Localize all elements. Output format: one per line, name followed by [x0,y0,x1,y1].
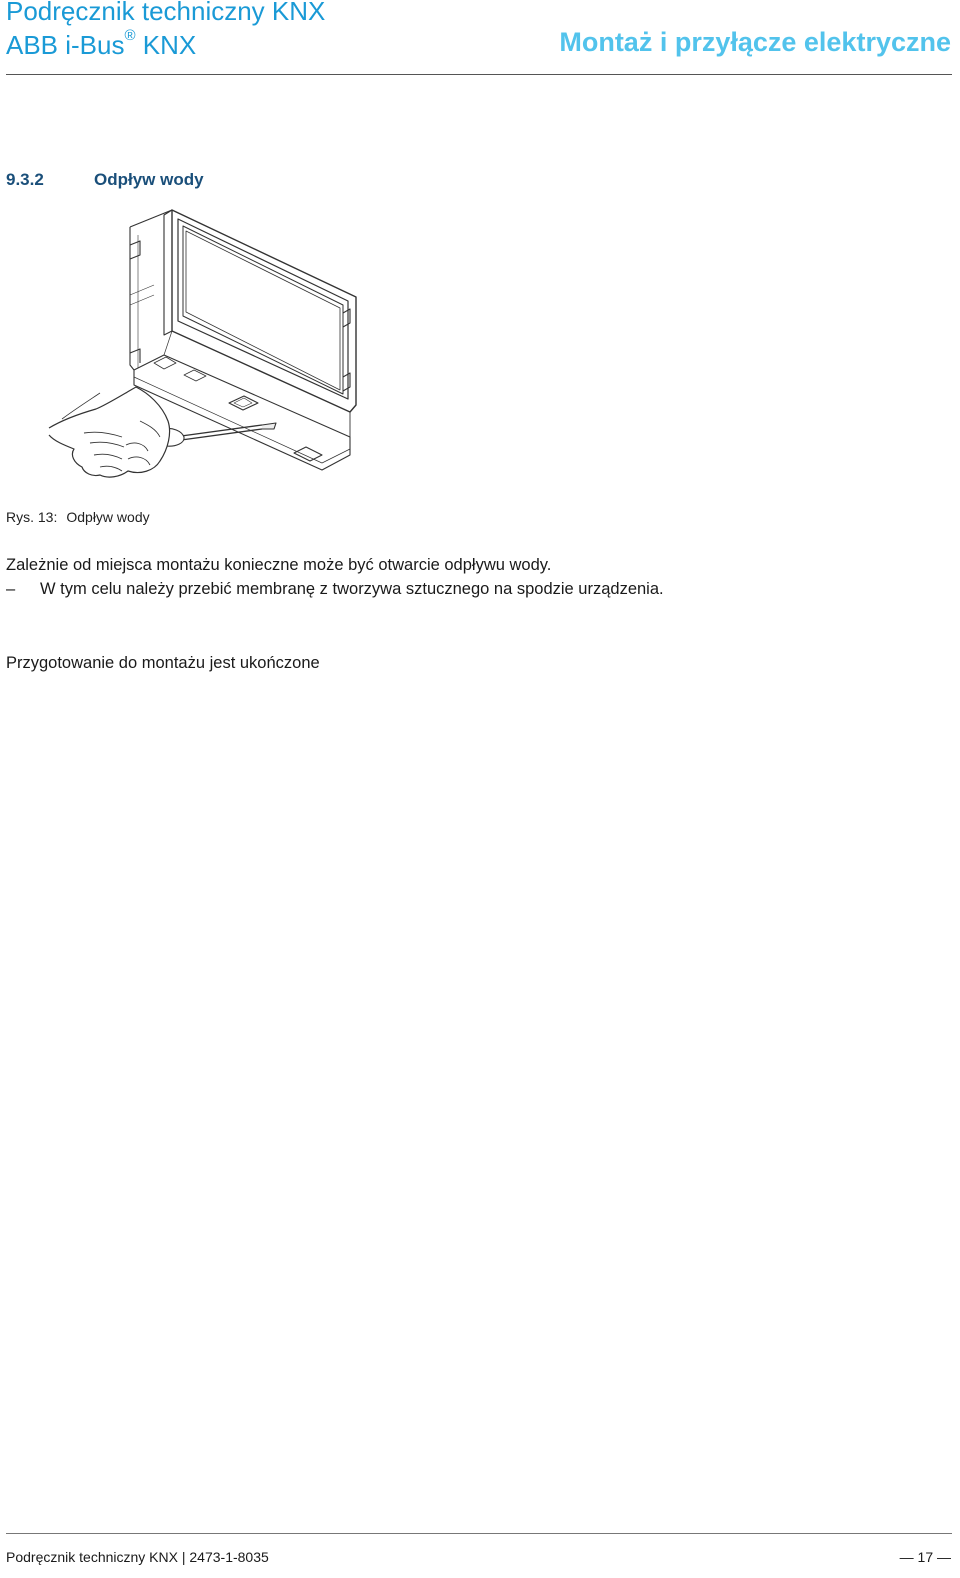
manual-title: Podręcznik techniczny KNX [6,0,326,26]
device-frame-screwdriver-illustration [44,205,364,480]
bullet-item: W tym celu należy przebić membranę z tworzywa sztucznego na spodzie urządzenia. [40,580,664,598]
section-number: 9.3.2 [6,170,44,189]
footer-document-id: Podręcznik techniczny KNX | 2473-1-8035 [6,1549,269,1565]
chapter-title: Montaż i przyłącze elektryczne [559,27,951,57]
page-number: — 17 — [899,1549,951,1565]
closing-statement: Przygotowanie do montażu jest ukończone [6,654,320,672]
body-paragraph: Zależnie od miejsca montażu konieczne może być otwarcie odpływu wody. [6,556,552,574]
product-suffix: KNX [135,30,197,60]
product-name: ABB i-Bus [6,30,125,60]
header-divider [6,74,952,75]
product-line [6,27,196,61]
figure-caption-label: Rys. 13: [6,509,58,525]
bullet-marker: – [6,580,16,598]
registered-mark: ® [124,27,136,44]
figure-caption-text: Odpływ wody [66,509,150,525]
footer-divider [6,1533,952,1534]
figure-caption [6,509,150,525]
section-title: Odpływ wody [94,170,204,189]
